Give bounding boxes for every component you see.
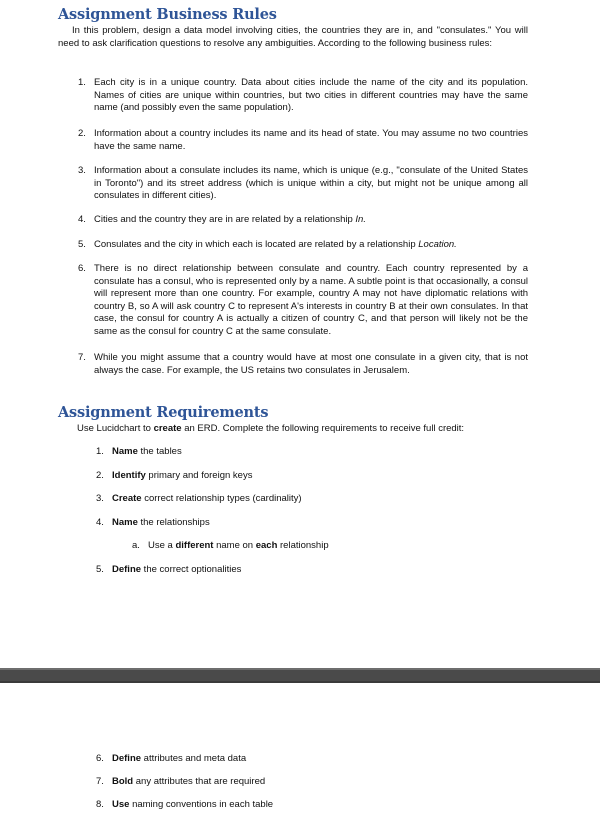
page-separator [0, 668, 600, 683]
requirement-item: 1. Name the tables [96, 446, 182, 457]
business-rules-heading: Assignment Business Rules [58, 6, 277, 23]
requirements-heading: Assignment Requirements [58, 404, 269, 421]
requirement-item: 4. Name the relationships [96, 517, 210, 528]
requirement-item: 7. Bold any attributes that are required [96, 776, 266, 787]
rule-item: 2. Information about a country includes its name and its head of state. You may assume no two countries have the same name. [78, 128, 528, 152]
requirement-sub-item: a. Use a different name on each relationship [132, 540, 329, 551]
rule-item: 4. Cities and the country they are in are related by a relationship In. [78, 214, 366, 225]
requirement-item: 3. Create correct relationship types (cardinality) [96, 493, 302, 504]
requirement-item: 6. Define attributes and meta data [96, 753, 247, 764]
rule-item: 1. Each city is in a unique country. Data about cities include the name of the city and its population. Names of cities are unique within countries, but two cities in different countries may have the same name (and possibly even the same population). [78, 77, 528, 114]
document-page-2 [0, 683, 600, 832]
business-rules-intro: In this problem, design a data model involving cities, the countries they are in, and "consulates." You will need to ask clarification questions to resolve any ambiguities. According to the following business rules: [58, 25, 528, 49]
rule-item: 7. While you might assume that a country would have at most one consulate in a given city, that is not always the case. For example, the US retains two consulates in Jerusalem. [78, 352, 528, 376]
rule-item: 3. Information about a consulate includes its name, which is unique (e.g., "consulate of the United States in Toronto") and its street address (which is unique within a city, but might not be unique among all consulates in different cities). [78, 165, 528, 202]
requirement-item: 2. Identify primary and foreign keys [96, 470, 253, 481]
rule-item: 6. There is no direct relationship between consulate and country. Each country represented by a consulate has a consul, who is represented only by a name. A subtle point is that occasionally, a consul will represent more than one country. For example, country A may not have diplomatic relations with country B, so A will ask country C to represent A's interests in country B at their own consulates. In that case, the consul for country A is actually a citizen of country C, and that person will likely not be the same as the consul for country C at the same consulate. [78, 263, 528, 337]
requirement-item: 8. Use naming conventions in each table [96, 799, 274, 810]
rule-item: 5. Consulates and the city in which each is located are related by a relationship Location. [78, 239, 457, 250]
requirement-item: 5. Define the correct optionalities [96, 564, 242, 575]
requirements-intro: Use Lucidchart to create an ERD. Complete the following requirements to receive full credit: [77, 423, 465, 434]
